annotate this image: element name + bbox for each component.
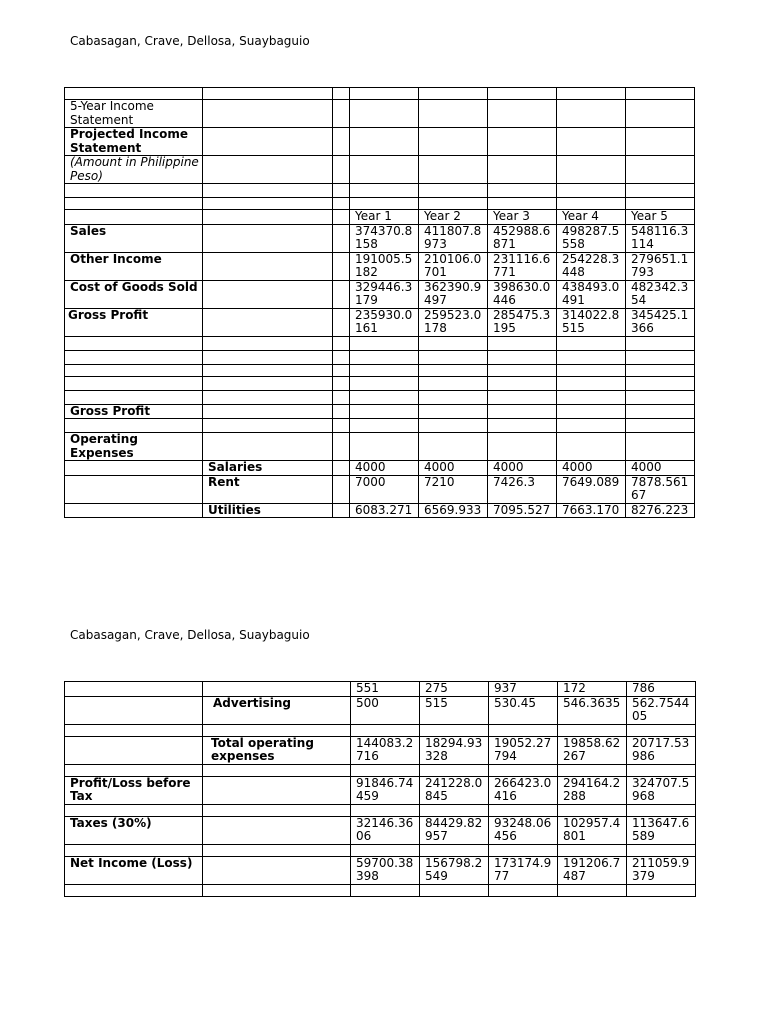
cell-value: 4000: [350, 461, 419, 476]
expense-label: Salaries: [203, 461, 333, 476]
cell-value: 156798.2549: [420, 856, 489, 884]
year-header: Year 4: [557, 210, 626, 225]
year-header: Year 3: [488, 210, 557, 225]
cell-value: 438493.0491: [557, 280, 626, 308]
cell-value: 91846.74459: [351, 776, 420, 804]
cell-value: 144083.2716: [351, 736, 420, 764]
cell-value: 562.754405: [627, 696, 696, 724]
row-label: Gross Profit: [65, 404, 203, 419]
cell-value: 32146.3606: [351, 816, 420, 844]
cell-value: 266423.0416: [489, 776, 558, 804]
operating-expenses-row: [65, 433, 695, 461]
cell-value: 210106.0701: [419, 252, 488, 280]
cell-value: 345425.1366: [626, 308, 695, 336]
cell-value: 294164.2288: [558, 776, 627, 804]
cell-value: 374370.8158: [350, 224, 419, 252]
cell-value: 4000: [557, 461, 626, 476]
expense-label: Utilities: [203, 503, 333, 518]
cell-value: 551: [351, 682, 420, 697]
cell-value: 102957.4801: [558, 816, 627, 844]
taxes-row: [65, 816, 696, 844]
cell-value: 19858.62267: [558, 736, 627, 764]
income-statement-table: [64, 87, 695, 518]
cell-value: 18294.93328: [420, 736, 489, 764]
cell-value: 7649.089: [557, 475, 626, 503]
cell-value: 530.45: [489, 696, 558, 724]
cell-value: 546.3635: [558, 696, 627, 724]
row-label: Cost of Goods Sold: [65, 280, 203, 308]
cogs-row: [65, 280, 695, 308]
net-income-row: [65, 856, 696, 884]
cell-value: 500: [351, 696, 420, 724]
cell-value: 452988.6871: [488, 224, 557, 252]
cell-value: 275: [420, 682, 489, 697]
cell-value: 285475.3195: [488, 308, 557, 336]
cell-value: 7426.3: [488, 475, 557, 503]
expense-label: Total operating expenses: [203, 736, 351, 764]
cell-value: 59700.38398: [351, 856, 420, 884]
cell-value: 482342.354: [626, 280, 695, 308]
cell-value: 937: [489, 682, 558, 697]
statement-title: 5-Year Income Statement: [65, 100, 203, 128]
cell-value: 411807.8973: [419, 224, 488, 252]
salaries-row: [65, 461, 695, 476]
cell-value: 231116.6771: [488, 252, 557, 280]
statement-subtitle: Projected Income Statement: [65, 128, 203, 156]
cell-value: 241228.0845: [420, 776, 489, 804]
cell-value: 279651.1793: [626, 252, 695, 280]
cell-value: 7663.170: [557, 503, 626, 518]
cell-value: 7878.56167: [626, 475, 695, 503]
year-header-row: [65, 210, 695, 225]
cell-value: 786: [627, 682, 696, 697]
year-header: Year 1: [350, 210, 419, 225]
row-label: Operating Expenses: [65, 433, 203, 461]
cell-value: 398630.0446: [488, 280, 557, 308]
row-label: Other Income: [65, 252, 203, 280]
other-income-row: [65, 252, 695, 280]
expense-label: Rent: [203, 475, 333, 503]
expense-label: Advertising: [203, 696, 351, 724]
cell-value: 314022.8515: [557, 308, 626, 336]
cell-value: 548116.3114: [626, 224, 695, 252]
cell-value: 4000: [419, 461, 488, 476]
total-operating-row: [65, 736, 696, 764]
cell-value: 191005.5182: [350, 252, 419, 280]
page-header-authors-2: Cabasagan, Crave, Dellosa, Suaybaguio: [70, 628, 310, 642]
cell-value: 4000: [488, 461, 557, 476]
sales-row: [65, 224, 695, 252]
year-header: Year 5: [626, 210, 695, 225]
cell-value: 6569.933: [419, 503, 488, 518]
year-header: Year 2: [419, 210, 488, 225]
row-label: Profit/Loss before Tax: [65, 776, 203, 804]
cell-value: 7095.527: [488, 503, 557, 518]
income-statement-table-continued: [64, 681, 696, 897]
cell-value: 173174.977: [489, 856, 558, 884]
page-header-authors: Cabasagan, Crave, Dellosa, Suaybaguio: [70, 34, 310, 48]
row-label: Gross Profit: [65, 308, 203, 336]
cell-value: 329446.3179: [350, 280, 419, 308]
cell-value: 7000: [350, 475, 419, 503]
profit-before-tax-row: [65, 776, 696, 804]
cell-value: 8276.223: [626, 503, 695, 518]
cell-value: 259523.0178: [419, 308, 488, 336]
cell-value: 19052.27794: [489, 736, 558, 764]
cell-value: 93248.06456: [489, 816, 558, 844]
row-label: Net Income (Loss): [65, 856, 203, 884]
rent-row: [65, 475, 695, 503]
utilities-row: [65, 503, 695, 518]
cell-value: 7210: [419, 475, 488, 503]
cell-value: 324707.5968: [627, 776, 696, 804]
utilities-overflow-row: [65, 682, 696, 697]
cell-value: 20717.53986: [627, 736, 696, 764]
cell-value: 172: [558, 682, 627, 697]
gross-profit-row: [65, 308, 695, 336]
cell-value: 498287.5558: [557, 224, 626, 252]
cell-value: 4000: [626, 461, 695, 476]
cell-value: 6083.271: [350, 503, 419, 518]
currency-note: (Amount in Philippine Peso): [65, 156, 203, 184]
cell-value: 84429.82957: [420, 816, 489, 844]
cell-value: 254228.3448: [557, 252, 626, 280]
cell-value: 113647.6589: [627, 816, 696, 844]
cell-value: 362390.9497: [419, 280, 488, 308]
advertising-row: [65, 696, 696, 724]
cell-value: 515: [420, 696, 489, 724]
cell-value: 235930.0161: [350, 308, 419, 336]
cell-value: 191206.7487: [558, 856, 627, 884]
row-label: Taxes (30%): [65, 816, 203, 844]
gross-profit-row-2: [65, 404, 695, 419]
cell-value: 211059.9379: [627, 856, 696, 884]
row-label: Sales: [65, 224, 203, 252]
